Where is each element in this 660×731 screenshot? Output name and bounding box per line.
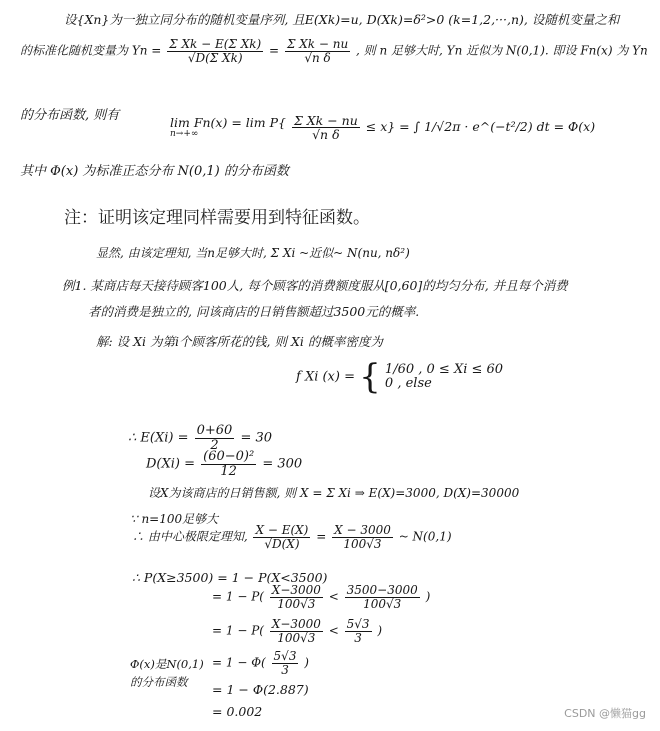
pdf-case-2: 0 , else	[384, 376, 432, 391]
pdf-label: f Xi (x) =	[296, 369, 355, 385]
corollary-line: 显然, 由该定理知, 当n足够大时, Σ Xi ~近似~ N(nu, nδ²)	[96, 246, 410, 260]
pdf-case-1: 1/60 , 0 ≤ Xi ≤ 60	[384, 361, 504, 377]
variance-line	[146, 450, 302, 478]
theorem-line-2	[20, 38, 648, 64]
standardized-fraction-2	[285, 38, 350, 64]
prob-step-2-fraction-2	[345, 584, 420, 610]
closing-paren: )	[377, 623, 383, 638]
fraction-denominator: 100√3	[277, 630, 316, 645]
prob-step-5: = 1 − Φ(2.887)	[212, 682, 309, 697]
phi-note-line-2: 的分布函数	[130, 675, 188, 689]
standardized-fraction-1	[167, 38, 263, 64]
fraction-denominator: √n δ	[304, 50, 331, 65]
fraction-numerator: X−3000	[271, 583, 321, 597]
clt-prefix: ∴ 由中心极限定理知,	[132, 529, 248, 544]
n-large-line: ∵ n=100足够大	[130, 512, 219, 526]
theorem-line-2-suffix: , 则 n 足够大时, Yn 近似为 N(0,1). 即设 Fn(x) 为 Yn	[356, 43, 648, 58]
example-line-1: 例1. 某商店每天接待顾客100人, 每个顾客的消费额度服从[0,60]的均匀分布, 并且每个消费	[62, 278, 568, 293]
limit-fraction	[292, 114, 360, 141]
phi-note-line-1: Φ(x)是N(0,1)	[130, 657, 204, 671]
prob-step-1: ∴ P(X≥3500) = 1 − P(X<3500)	[132, 570, 328, 585]
fraction-numerator: 3500−3000	[346, 583, 418, 597]
watermark: CSDN @懒猫gg	[564, 707, 646, 720]
prob-step-3-prefix: = 1 − P(	[212, 623, 264, 638]
fraction-denominator: 100√3	[343, 536, 382, 551]
fraction-numerator: X − 3000	[334, 523, 391, 537]
note-text: 注：证明该定理同样需要用到特征函数。	[64, 208, 370, 228]
variance-fraction	[201, 450, 256, 478]
pdf-definition	[296, 357, 504, 397]
sum-definition-line: 设X为该商店的日销售额, 则 X = Σ Xi ⇒ E(X)=3000, D(X)=30000	[148, 486, 520, 500]
clt-fraction-2	[332, 524, 393, 550]
theorem-line-2-prefix: 的标准化随机变量为 Yn =	[20, 43, 162, 58]
example-line-2: 者的消费是独立的, 问该商店的日销售额超过3500元的概率.	[88, 304, 420, 319]
less-than-sign: <	[328, 589, 339, 604]
prob-step-2-fraction-1	[270, 584, 323, 610]
fraction-numerator: Σ Xk − E(Σ Xk)	[169, 37, 262, 51]
fraction-denominator: √n δ	[312, 127, 340, 143]
clt-line	[132, 524, 452, 550]
limit-subscript: n→+∞	[170, 128, 199, 139]
prob-step-2	[212, 584, 430, 610]
variance-label: D(Xi) =	[146, 456, 196, 472]
fraction-denominator: 100√3	[363, 596, 402, 611]
clt-fraction-1	[253, 524, 310, 550]
fraction-numerator: X−3000	[271, 617, 321, 631]
fraction-denominator: √D(Σ Xk)	[187, 50, 243, 65]
prob-step-3	[212, 618, 382, 644]
prob-step-4	[212, 650, 309, 676]
limit-lhs: lim Fn(x) = lim P{	[170, 114, 286, 130]
closing-paren: )	[425, 589, 431, 604]
limit-formula	[170, 114, 595, 141]
fraction-denominator: 2	[210, 437, 219, 453]
fraction-numerator: Σ Xk − nu	[293, 113, 358, 128]
fraction-numerator: X − E(X)	[255, 523, 309, 537]
prob-step-6: = 0.002	[212, 704, 263, 719]
fraction-denominator: 12	[220, 463, 237, 479]
less-than-sign: <	[328, 623, 339, 638]
prob-step-4-prefix: = 1 − Φ(	[212, 655, 266, 670]
expectation-value: = 30	[240, 430, 273, 446]
fraction-denominator: 100√3	[277, 596, 316, 611]
solution-line: 解: 设 Xi 为第i个顾客所花的钱, 则 Xi 的概率密度为	[96, 334, 383, 349]
theorem-line-3: 的分布函数, 则有	[20, 108, 120, 123]
prob-step-4-fraction	[272, 650, 299, 676]
fraction-denominator: 3	[281, 662, 289, 677]
prob-step-2-prefix: = 1 − P(	[212, 589, 264, 604]
prob-step-3-fraction-1	[270, 618, 323, 644]
equals-sign: =	[269, 43, 280, 58]
fraction-denominator: 3	[354, 630, 362, 645]
fraction-numerator: 0+60	[196, 423, 233, 438]
limit-rhs: ≤ x} = ∫ 1/√2π · e^(−t²/2) dt = Φ(x)	[365, 119, 596, 135]
left-brace: {	[359, 357, 381, 397]
theorem-line-5: 其中 Φ(x) 为标准正态分布 N(0,1) 的分布函数	[20, 164, 289, 179]
variance-value: = 300	[262, 456, 303, 472]
fraction-numerator: Σ Xk − nu	[286, 37, 349, 51]
fraction-denominator: √D(X)	[264, 536, 300, 551]
prob-step-3-fraction-2	[345, 618, 372, 644]
fraction-numerator: 5√3	[273, 649, 297, 663]
fraction-numerator: (60−0)²	[203, 449, 255, 464]
pdf-cases	[385, 363, 503, 392]
expectation-label: ∴ E(Xi) =	[128, 430, 189, 446]
closing-paren: )	[304, 655, 309, 670]
clt-suffix: ~ N(0,1)	[398, 529, 452, 544]
equals-sign: =	[316, 529, 327, 544]
theorem-line-1: 设{Xn}为一独立同分布的随机变量序列, 且E(Xk)=u, D(Xk)=δ²>0 (k=1,2,···,n), 设随机变量之和	[64, 12, 620, 27]
fraction-numerator: 5√3	[346, 617, 370, 631]
